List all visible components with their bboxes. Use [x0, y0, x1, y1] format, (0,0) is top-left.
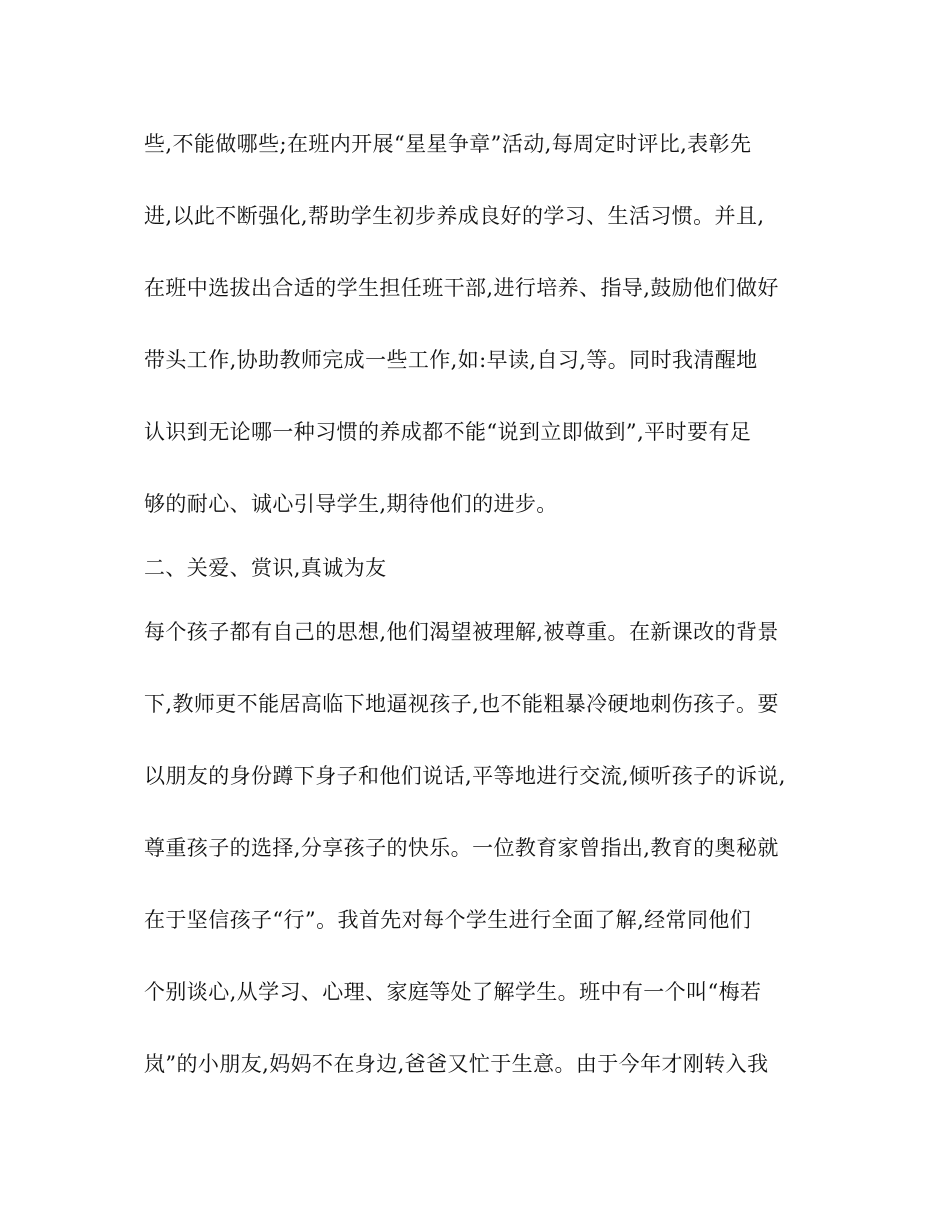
paragraph-line-12: 个别谈心,从学习、心理、家庭等处了解学生。班中有一个叫“梅若	[144, 980, 762, 1004]
paragraph-line-10: 尊重孩子的选择,分享孩子的快乐。一位教育家曾指出,教育的奥秘就	[144, 836, 779, 860]
paragraph-line-11: 在于坚信孩子“行”。我首先对每个学生进行全面了解,经常同他们	[144, 908, 752, 932]
paragraph-line-9: 以朋友的身份蹲下身子和他们说话,平等地进行交流,倾听孩子的诉说,	[144, 764, 786, 788]
paragraph-line-2: 进,以此不断强化,帮助学生初步养成良好的学习、生活习惯。并且,	[144, 204, 765, 228]
paragraph-line-7: 每个孩子都有自己的思想,他们渴望被理解,被尊重。在新课改的背景	[144, 620, 779, 644]
paragraph-line-1: 些,不能做哪些;在班内开展“星星争章”活动,每周定时评比,表彰先	[144, 132, 752, 156]
paragraph-line-6: 够的耐心、诚心引导学生,期待他们的进步。	[144, 492, 558, 516]
paragraph-line-4: 带头工作,协助教师完成一些工作,如:早读,自习,等。同时我清醒地	[144, 348, 758, 372]
paragraph-line-8: 下,教师更不能居高临下地逼视孩子,也不能粗暴冷硬地刺伤孩子。要	[144, 692, 779, 716]
paragraph-line-3: 在班中选拔出合适的学生担任班干部,进行培养、指导,鼓励他们做好	[144, 276, 779, 300]
paragraph-line-5: 认识到无论哪一种习惯的养成都不能“说到立即做到”,平时要有足	[144, 420, 752, 444]
paragraph-line-13: 岚”的小朋友,妈妈不在身边,爸爸又忙于生意。由于今年才刚转入我	[144, 1052, 769, 1076]
section-heading: 二、关爱、赏识,真诚为友	[144, 556, 387, 580]
